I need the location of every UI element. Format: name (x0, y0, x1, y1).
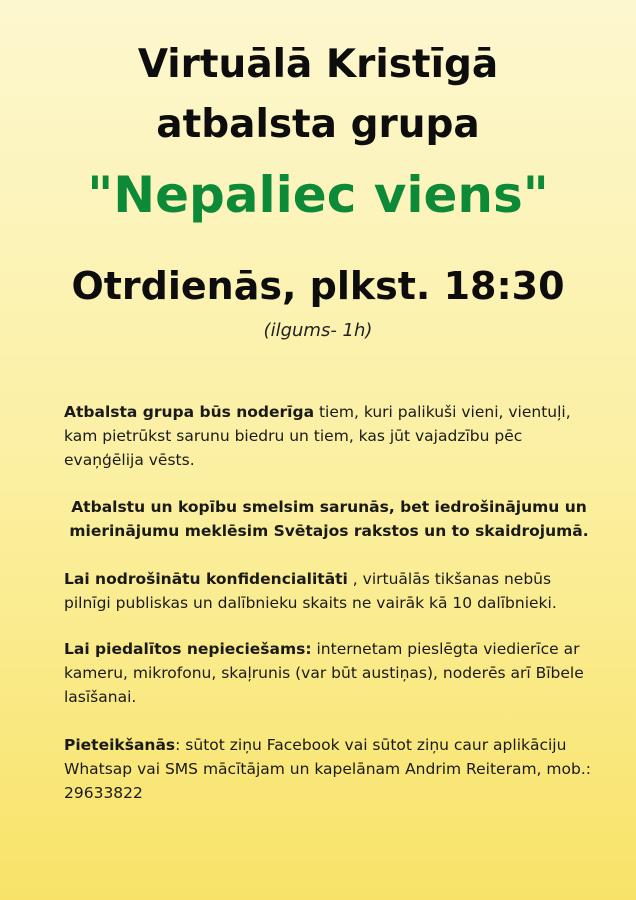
duration-close: ) (365, 320, 373, 341)
paragraph-requirements (64, 637, 594, 709)
paragraph-requirements-text: internetam pieslēgta viedierīce ar kameru, mikrofonu, skaļrunis (var būt austiņas), noderēs arī Bībele lasīšanai. (64, 640, 584, 706)
duration-open: ( (263, 320, 271, 341)
meeting-schedule: Otrdienās, plkst. 18:30 (71, 264, 565, 308)
paragraph-approach: Atbalstu un kopību smelsim sarunās, bet iedrošinājumu un mierinājumu meklēsim Svētajos rakstos un to skaidrojumā. (69, 498, 589, 540)
meeting-duration (0, 318, 636, 344)
paragraph-audience (64, 400, 594, 472)
paragraph-confidentiality-text: , virtuālās tikšanas nebūs pilnīgi publiskas un dalībnieku skaits ne vairāk kā 10 dalībnieki. (64, 570, 557, 612)
title-line-1: Virtuālā Kristīgā (137, 42, 499, 87)
title-line-2: atbalsta grupa (156, 102, 480, 147)
group-name: "Nepaliec viens" (87, 166, 549, 224)
duration-label: ilgums- 1h (270, 320, 366, 341)
paragraph-confidentiality-bold: Lai nodrošinātu konfidencialitāti (64, 570, 348, 588)
paragraph-audience-bold: Atbalsta grupa būs noderīga (64, 403, 315, 421)
paragraph-confidentiality (64, 567, 594, 615)
paragraph-audience-text: tiem, kuri palikuši vieni, vientuļi, kam pietrūkst sarunu biedru un tiem, kas jūt vajadzību pēc evaņģēlija vēsts. (64, 403, 571, 469)
paragraph-registration-bold: Pieteikšanās (64, 736, 176, 754)
paragraph-requirements-bold: Lai piedalītos nepieciešams: (64, 640, 312, 658)
paragraph-registration (64, 733, 594, 805)
paragraph-registration-text: : sūtot ziņu Facebook vai sūtot ziņu caur aplikāciju Whatsap vai SMS mācītājam un kapelānam Andrim Reiteram, mob.: 29633822 (64, 736, 591, 802)
